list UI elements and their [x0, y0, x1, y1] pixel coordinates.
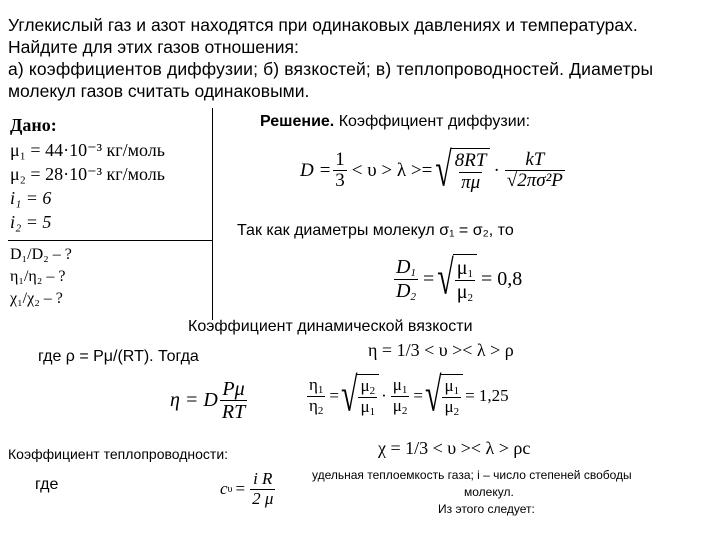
- same-diameter-text: Так как диаметры молекул σ₁ = σ₂, то: [237, 222, 514, 239]
- problem-line-3: а) коэффициентов диффузии; б) вязкостей; в) теплопроводностей. Диаметры: [8, 59, 654, 79]
- conclusion-text: Из этого следует:: [438, 502, 535, 516]
- eta-definition: η = 1/3 < υ >< λ > ρ: [368, 340, 514, 360]
- cv-formula: c υ = $\frac{\text{i R}}{2 \mu}$: [220, 469, 274, 508]
- chi-definition: χ = 1/3 < υ >< λ > ρc: [378, 438, 531, 458]
- eta-D-formula: [170, 378, 249, 423]
- eta-ratio-formula: $\frac{\eta_1}{\eta_2}$ = √ $\frac{\mu_2}{\mu_1}$ · $\frac{\mu_1}{\mu_2}$ = √ $\frac{\mu_1}{\mu_2}$ = 1,25: [309, 368, 509, 422]
- kT-den: √2πσ²P: [506, 170, 563, 192]
- heat-note-1: удельная теплоемкость газа; i – число степеней свободы: [312, 468, 632, 482]
- heat-note-2: молекул.: [464, 485, 514, 499]
- two-mu-den: 2 μ: [252, 488, 274, 508]
- iR-num: i R: [253, 469, 273, 488]
- problem-statement: [8, 14, 653, 102]
- solution-heading-rest: Коэффициент диффузии:: [334, 113, 531, 130]
- sqrt-mu-ratio: √ $\frac{\mu_1}{\mu_2}$: [437, 254, 477, 304]
- given-i2: i₂ = 5: [10, 212, 52, 232]
- problem-line-2: Найдите для этих газов отношения:: [8, 37, 299, 57]
- frac-one: 1: [335, 148, 345, 170]
- solution-heading: [260, 113, 530, 131]
- problem-line-4: молекул газов считать одинаковыми.: [8, 81, 310, 101]
- ratio-D-formula: $\frac{D_1}{D_2}$ = √ $\frac{\mu_1}{\mu_2}$ = 0,8: [396, 251, 523, 305]
- diffusion-formula: D = $\frac{1}{3}$ < υ > λ >= √ $\frac{8RT}{\pi\mu}$ · $\frac{kT}{\text{√2πσ²P}}$: [300, 143, 563, 197]
- formula-v-lambda: < υ > λ >=: [351, 159, 433, 181]
- given-title: Дано:: [10, 115, 57, 135]
- formula-D-lhs: D =: [300, 159, 332, 181]
- given-i1: i₁ = 6: [10, 188, 52, 208]
- D1-label: $D_1$: [396, 255, 416, 279]
- result-eta: = 1,25: [465, 386, 509, 406]
- solution-bold: Решение.: [260, 113, 335, 130]
- thermal-title: Коэффициент теплопроводности:: [8, 446, 229, 462]
- cv-lhs: c: [220, 479, 228, 499]
- find-eta: η₁/η₂ – ?: [10, 268, 66, 285]
- sqrt-num: 8RT: [454, 150, 487, 171]
- eta-D-lhs: η = D: [170, 389, 218, 411]
- RT: RT: [221, 401, 246, 423]
- D2-label: $D_2$: [396, 279, 416, 303]
- given-mu2: μ₂ = 28·10⁻³ кг/моль: [10, 164, 165, 184]
- Pmu: Pμ: [222, 378, 245, 400]
- rho-text: где ρ = Pμ/(RT). Тогда: [38, 348, 199, 365]
- given-vertical-divider: [212, 108, 213, 320]
- kT-num: kT: [525, 148, 545, 170]
- given-divider: [8, 240, 213, 241]
- find-chi: χ₁/χ₂ – ?: [10, 290, 63, 307]
- where-label: где: [35, 476, 59, 493]
- frac-three: 3: [335, 170, 345, 192]
- sqrt-den: πμ: [461, 171, 481, 193]
- given-mu1: μ₁ = 44·10⁻³ кг/моль: [10, 140, 165, 160]
- problem-line-1: Углекислый газ и азот находятся при одинаковых давлениях и температурах.: [8, 15, 638, 35]
- find-D: D₁/D₂ – ?: [10, 246, 72, 263]
- sqrt-8RT: √ $\frac{8RT}{\pi\mu}$: [435, 148, 490, 194]
- viscosity-title: Коэффициент динамической вязкости: [188, 318, 473, 335]
- result-D: = 0,8: [480, 267, 523, 290]
